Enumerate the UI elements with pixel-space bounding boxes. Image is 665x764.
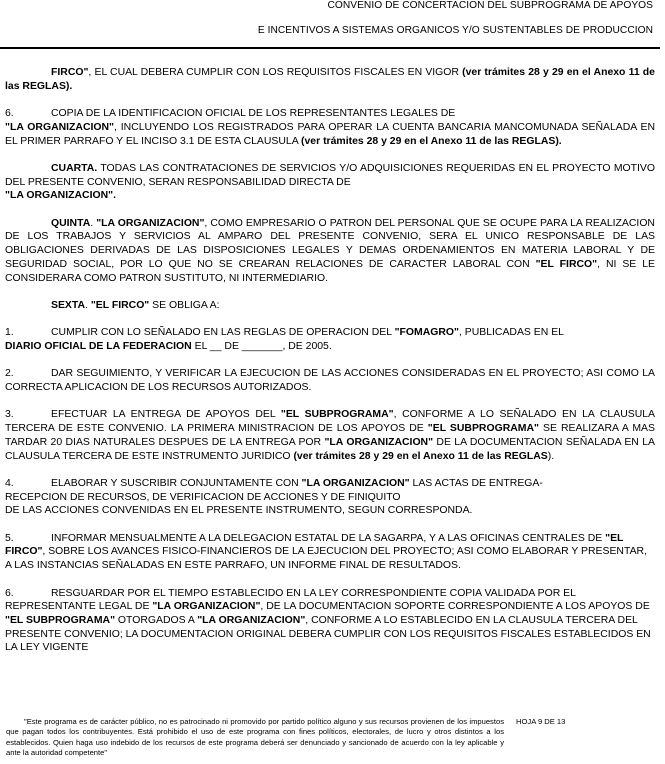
bold-text: "EL SUBPROGRAMA": [280, 409, 394, 421]
text: SE REALIZARA A MAS TARDAR 20 DIAS NATURALES DESPUES DE LA ENTREGA POR: [5, 423, 655, 448]
text-line: DE LAS ACCIONES CONVENIDAS EN EL PRESENTE INSTRUMENTO, SEGUN CORRESPONDA.: [5, 505, 473, 517]
text: , DE LA DOCUMENTACION SOPORTE CORRESPONDIENTE A LOS APOYOS DE: [260, 601, 650, 613]
paragraph-firco-continuation: [5, 66, 655, 93]
text: , COMO EMPRESARIO O PATRON DEL PERSONAL QUE SE OCUPE PARA LA REALIZACION DE LOS TRABAJOS Y SERVICIOS AL AMPARO DEL PRESENTE CONVENIO, SERA EL UNICO RESPONSABLE DE LAS OBLIGACIONES DERIVADAS DE LAS DISPOSICIONES LEGALES Y DEMAS ORDENAMIENTOS EN MATERIA LABORAL Y DE SEGURIDAD SOCIAL, POR LO QUE NO SE CREARAN RELACIONES DE CARACTER LABORAL CON: [5, 217, 655, 270]
text: RESGUARDAR POR EL TIEMPO ESTABLECIDO EN LA LEY CORRESPONDIENTE COPIA VALIDADA POR EL REPRESENTANTE LEGAL DE: [5, 587, 576, 613]
text: ).: [547, 450, 555, 462]
document-header-line-2: E INCENTIVOS A SISTEMAS ORGANICOS Y/O SUSTENTABLES DE PRODUCCION: [257, 25, 653, 36]
bold-text: "EL FIRCO": [90, 299, 150, 311]
text: , NI SE LE CONSIDERARA COMO PATRON SUSTITUTO, NI INTERMEDIARIO.: [5, 258, 655, 284]
obligation-item-5: [5, 532, 655, 573]
bold-text: "FOMAGRO": [394, 327, 459, 339]
text: .: [90, 217, 97, 229]
clause-cuarta: [5, 162, 655, 203]
item-number: 3.: [5, 409, 14, 421]
text: EFECTUAR LA ENTREGA DE APOYOS DEL: [51, 409, 281, 421]
bold-text: DIARIO OFICIAL DE LA FEDERACION: [5, 340, 192, 352]
obligation-item-4: [5, 477, 655, 518]
text: DAR SEGUIMIENTO, Y VERIFICAR LA EJECUCION DE LAS ACCIONES CONSIDERADAS EN EL PROYECTO; ASI COMO LA CORRECTA APLICACION DE LOS RECURSOS AUTORIZADOS.: [5, 368, 655, 394]
bold-text: (ver trámites 28 y 29 en el Anexo 11 de las REGLAS).: [5, 67, 655, 92]
requirement-item-6: [5, 107, 655, 148]
text: , PUBLICADAS EN EL: [458, 327, 564, 339]
text: , CONFORME A LO SEÑALADO EN LA CLAUSULA TERCERA DE ESTE CONVENIO. LA PRIMERA MINISTRACION DE LOS APOYOS DE: [5, 409, 655, 435]
bold-text: FIRCO": [51, 67, 89, 78]
text: TODAS LAS CONTRATACIONES DE SERVICIOS Y/O ADQUISICIONES REQUERIDAS EN EL PROYECTO MOTIVO DEL PRESENTE CONVENIO, SERAN RESPONSABILIDAD DIRECTA DE: [5, 162, 655, 188]
text: COPIA DE LA IDENTIFICACION OFICIAL DE LOS REPRESENTANTES LEGALES DE: [51, 108, 456, 120]
bold-text: "LA ORGANIZACION".: [5, 190, 116, 202]
page-number: HOJA 9 DE 13: [516, 717, 566, 726]
text-line: RECEPCION DE RECURSOS, DE VERIFICACION DE ACCIONES Y DE FINIQUITO: [5, 491, 401, 503]
bold-text: "EL FIRCO": [5, 532, 624, 558]
bold-text: "LA ORGANIZACION": [324, 436, 434, 448]
clause-quinta: [5, 217, 655, 286]
item-number: 5.: [5, 532, 14, 544]
text: LAS ACTAS DE ENTREGA-: [409, 477, 543, 489]
text: CUMPLIR CON LO SEÑALADO EN LAS REGLAS DE OPERACION DEL: [51, 327, 395, 339]
document-body: [5, 66, 655, 669]
item-number: 6.: [5, 587, 14, 599]
clause-sexta: [5, 299, 655, 313]
bold-text: "LA ORGANIZACION": [96, 217, 205, 229]
text: , SOBRE LOS AVANCES FISICO-FINANCIEROS DE LA EJECUCION DEL PROYECTO; ASI COMO ELABORAR Y PRESENTAR, A LAS INSTANCIAS SEÑALADAS EN ESTE PARRAFO, UN INFORME FINAL DE RESULTADOS.: [5, 546, 647, 572]
text: INFORMAR MENSUALMENTE A LA DELEGACION ESTATAL DE LA SAGARPA, Y A LAS OFICINAS CENTRALES DE: [51, 532, 606, 544]
item-number: 4.: [5, 477, 14, 489]
text: OTORGADOS A: [115, 614, 198, 626]
bold-text: "LA ORGANIZACION": [197, 614, 306, 626]
text: ELABORAR Y SUSCRIBIR CONJUNTAMENTE CON: [51, 477, 302, 489]
bold-text: "EL SUBPROGRAMA": [5, 614, 116, 626]
item-number: 2.: [5, 368, 14, 380]
bold-text: (ver trámites 28 y 29 en el Anexo 11 de las REGLAS: [293, 450, 548, 462]
clause-title: SEXTA: [51, 299, 86, 311]
document-header-line-1: CONVENIO DE CONCERTACION DEL SUBPROGRAMA DE APOYOS: [327, 0, 653, 11]
bold-text: "EL SUBPROGRAMA": [427, 423, 539, 435]
bold-text: (ver trámites 28 y 29 en el Anexo 11 de las REGLAS).: [301, 135, 562, 147]
footer-disclaimer: "Este programa es de carácter público, no es patrocinado ni promovido por partido político alguno y sus recursos provienen de los impuestos que pagan todos los contribuyentes. Está prohibido el uso de este programa con fines políticos, electorales, de lucro y otros distintos a los establecidos. Quien haga uso indebido de los recursos de este programa deberá ser denunciado y sancionado de acuerdo con la ley aplicable y ante la autoridad competente": [6, 717, 504, 757]
clause-title: QUINTA: [51, 217, 91, 229]
obligation-item-6: [5, 587, 655, 656]
bold-text: "LA ORGANIZACION": [152, 601, 261, 613]
bold-text: "LA ORGANIZACION": [5, 121, 114, 133]
text: EL __ DE _______, DE 2005.: [191, 340, 332, 352]
obligation-item-2: [5, 367, 655, 394]
text: DE LA DOCUMENTACION SEÑALADA EN LA CLAUSULA TERCERA DE ESTE INSTRUMENTO JURIDICO: [5, 436, 655, 462]
obligation-item-1: [5, 326, 655, 353]
text: .: [85, 299, 91, 311]
text: , CONFORME A LO ESTABLECIDO EN LA CLAUSULA TERCERA DEL PRESENTE CONVENIO; LA DOCUMENTACION ORIGINAL DEBERA CUMPLIR CON LOS REQUISITOS FISCALES ESTABLECIDOS EN LA LEY VIGENTE: [5, 614, 651, 654]
bold-text: "LA ORGANIZACION": [301, 477, 410, 489]
header-divider: [0, 47, 660, 49]
item-number: 1.: [5, 327, 14, 339]
text: SE OBLIGA A:: [149, 299, 220, 311]
item-number: 6.: [5, 108, 14, 120]
text: , EL CUAL DEBERA CUMPLIR CON LOS REQUISITOS FISCALES EN VIGOR: [88, 67, 463, 78]
bold-text: "EL FIRCO": [535, 258, 598, 270]
obligation-item-3: [5, 408, 655, 463]
clause-title: CUARTA.: [51, 162, 98, 174]
text: , INCLUYENDO LOS REGISTRADOS PARA OPERAR LA CUENTA BANCARIA MANCOMUNADA SEÑALADA EN EL PRIMER PARRAFO Y EL INCISO 3.1 DE ESTA CLAUSULA: [5, 121, 655, 147]
